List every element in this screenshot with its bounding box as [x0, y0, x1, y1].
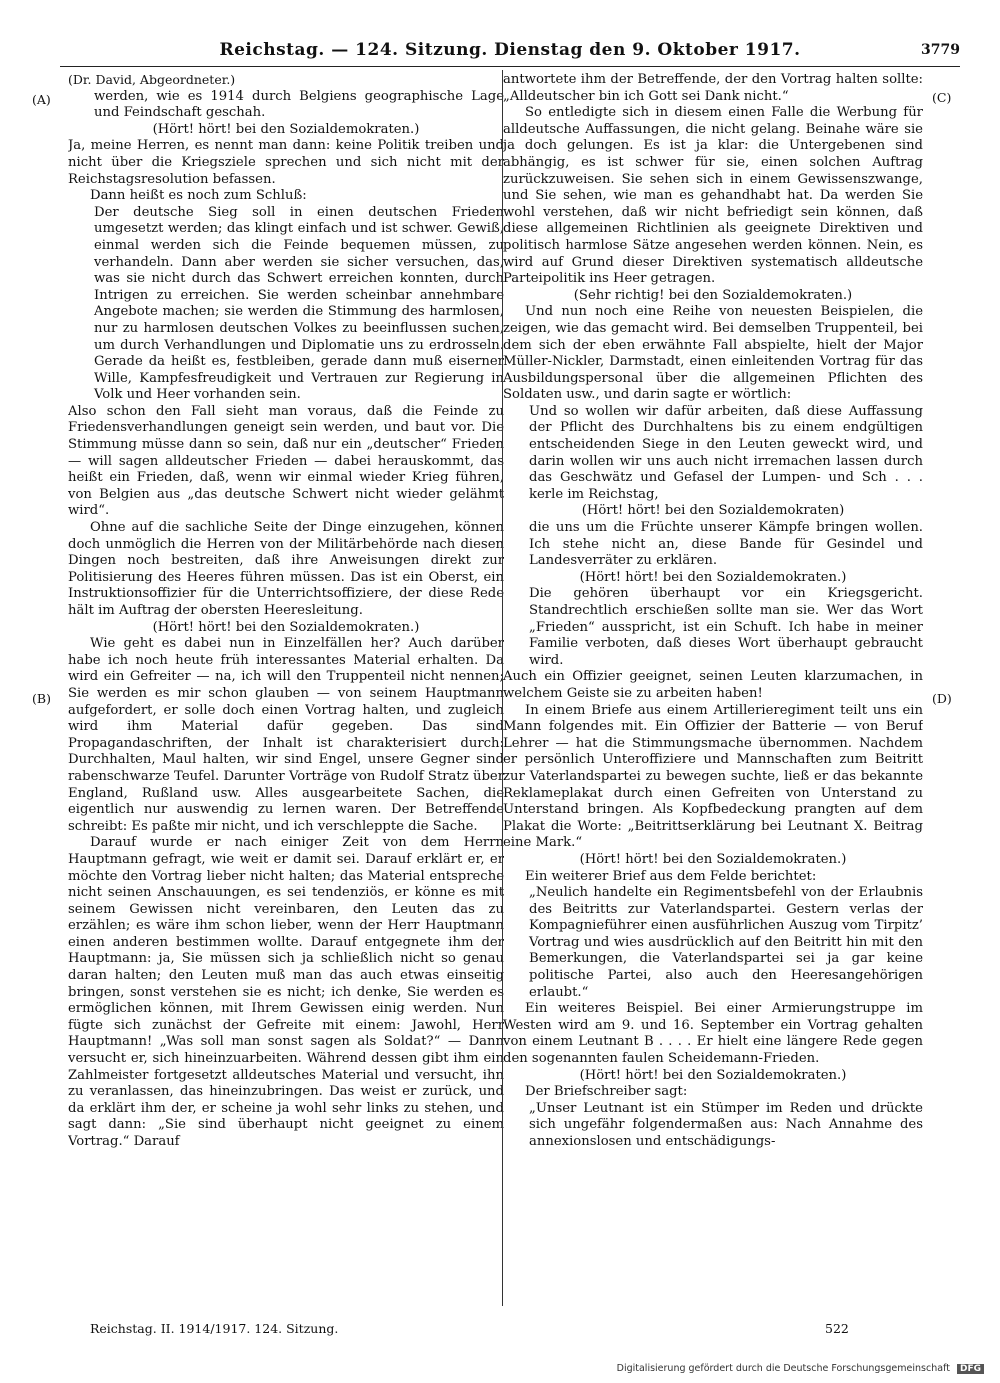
quoted-passage: Und so wollen wir dafür arbeiten, daß diese Auffassung der Pflicht des Durchhaltens bis zu einem endgültigen entscheidenden Siege in den Leuten geweckt wird, und darin wollen wir uns auch nicht irremachen lassen durch das Geschwätz und Gefasel der Lumpen- und Sch . . . kerle im Reichstag, — [529, 403, 923, 502]
digitization-credit — [617, 1363, 984, 1374]
paragraph: antwortete ihm der Betreffende, der den Vortrag halten sollte: „Alldeutscher bin ich Gott sei Dank nicht.“ — [503, 72, 923, 104]
left-column — [68, 72, 504, 1312]
paragraph: Darauf wurde er nach einiger Zeit von dem Herrn Hauptmann gefragt, wie weit er damit sei. Darauf erklärt er, er möchte den Vortrag lieber nicht halten; das Material entspreche nicht seinen Anschauungen, es sei tendenziös, er könne es mit seinem Gewissen nicht vereinbaren, den Leuten das zu erzählen; es wäre ihm schon lieber, wenn der Herr Hauptmann einen anderen bestimmen wollte. Darauf entgegnete ihm der Hauptmann: ja, Sie müssen sich ja schließlich nicht so genau daran halten; den Leuten muß man das auch etwas einseitig bringen, sonst verstehen sie es nicht; ich denke, Sie werden es ermöglichen können, mit Ihrem Gewissen einig werden. Nun fügte sich zunächst der Gefreite mit einem: Jawohl, Herr Hauptmann! „Was soll man sonst sagen als Soldat?“ — Dann versucht er, sich hineinzuarbeiten. Während dessen gibt ihm ein Zahlmeister fortgesetzt alldeutsches Material und versucht, ihn zu veranlassen, das hineinzubringen. Das weist er zurück, und da erklärt ihm der, er scheine ja wohl sehr links zu stehen, und sagt dann: „Sie sind überhaupt nicht geeignet zu einem Vortrag.“ Darauf — [68, 835, 504, 1149]
paragraph: Und nun noch eine Reihe von neuesten Beispielen, die zeigen, wie das gemacht wird. Bei demselben Truppenteil, bei dem sich der eben erwähnte Fall abspielte, hielt der Major Müller-Nickler, Darmstadt, einen einleitenden Vortrag für das Ausbildungspersonal über die allgemeinen Pflichten des Soldaten usw., und darin sagte er wörtlich: — [503, 304, 923, 403]
speaker-attribution: (Dr. David, Abgeordneter.) — [68, 72, 236, 87]
right-column-text — [503, 72, 923, 1151]
margin-mark-d: (D) — [932, 691, 952, 706]
paragraph: Also schon den Fall sieht man voraus, daß die Feinde zu Friedensverhandlungen geneigt sein werden, und baut vor. Die Stimmung müsse dann so sein, daß nur ein „deutscher“ Frieden — will sagen alldeutscher Frieden — dabei herauskommt, das heißt ein Frieden, daß, wenn wir einmal wieder Krieg führen, von Belgien aus „das deutsche Schwert nicht wieder gelähmt wird“. — [68, 403, 504, 519]
interjection: (Hört! hört! bei den Sozialdemokraten.) — [152, 619, 420, 635]
page-header — [60, 36, 960, 66]
paragraph: Ein weiteres Beispiel. Bei einer Armierungstruppe im Westen wird am 9. und 16. September ein Vortrag gehalten von einem Leutnant B . . . . Er hielt eine längere Rede gegen den sogenannten faulen Scheidemann-Frieden. — [503, 1001, 923, 1067]
paragraph: Ein weiterer Brief aus dem Felde berichtet: — [525, 868, 817, 884]
footer-session: Reichstag. II. 1914/1917. 124. Sitzung. — [90, 1321, 339, 1336]
paragraph: Dann heißt es noch zum Schluß: — [90, 188, 307, 204]
paragraph: In einem Briefe aus einem Artillerieregiment teilt uns ein Mann folgendes mit. Ein Offizier der Batterie — von Beruf Lehrer — hat die Stimmungsmache übernommen. Nachdem er persönlich Unteroffiziere und Mannschaften zum Beitritt zur Vaterlandspartei zu bewegen suchte, ließ er das bekannte Reklameplakat durch einen Gefreiten von Unterstand zu Unterstand bringen. Als Kopfbedeckung prangten auf dem Plakat die Worte: „Beitrittserklärung bei Leutnant X. Beitrag eine Mark.“ — [503, 702, 923, 851]
quoted-passage: Die gehören überhaupt vor ein Kriegsgericht. Standrechtlich erschießen sollte man sie. Wer das Wort „Frieden“ ausspricht, ist ein Schuft. Ich habe in meiner Familie verboten, daß dieses Wort überhaupt gebraucht wird. — [529, 586, 923, 668]
margin-mark-a: (A) — [32, 92, 51, 107]
paragraph: Wie geht es dabei nun in Einzelfällen her? Auch darüber habe ich noch heute früh interessantes Material erhalten. Da wird ein Gefreiter — na, ich will den Truppenteil nicht nennen; Sie werden es mir schon glauben — von seinem Hauptmann aufgefordert, er solle doch einen Vortrag halten, und zugleich wird ihm Material dafür gegeben. Das sind Propagandaschriften, der Inhalt ist charakterisiert durch: Durchhalten, Maul halten, wir sind Engel, unsere Gegner sind rabenschwarze Teufel. Darunter Vorträge von Rudolf Stratz über England, Rußland usw. Alles ausgearbeitete Sachen, die eigentlich nur auswendig zu lernen waren. Der Betreffende schreibt: Es paßte mir nicht, und ich verschleppte die Sache. — [68, 636, 504, 834]
paragraph: So entledigte sich in diesem einen Falle die Werbung für alldeutsche Auffassungen, die nicht gelang. Beinahe wäre sie ja doch gelungen. Es ist ja klar: die Untergebenen sind abhängig, es ist schwer für sie, einen solchen Auftrag zurückzuweisen. Sie sehen sich in einem Gewissenszwange, und Sie sehen, wie man es gehandhabt hat. Da werden Sie wohl verstehen, daß wir nicht befriedigt sein können, daß diese allgemeinen Richtlinien als geeignete Direktiven und politisch harmlose Sätze angesehen werden können. Nein, es wird auf Grund dieser Direktiven systematisch alldeutsche Parteipolitik ins Heer getragen. — [503, 105, 923, 287]
margin-mark-c: (C) — [932, 90, 952, 105]
paragraph: Ohne auf die sachliche Seite der Dinge einzugehen, können doch unmöglich die Herren von der Militärbehörde nach diesen Dingen noch bestreiten, daß ihre Anweisungen direkt zur Politisierung des Heeres führen müssen. Das ist ein Oberst, ein Instruktionsoffizier für die Unterrichtsoffiziere, der diese Rede hält im Auftrag der obersten Heeresleitung. — [68, 520, 504, 618]
quoted-passage: „Unser Leutnant ist ein Stümper im Reden und drückte sich ungefähr folgendermaßen aus: Nach Annahme des annexionslosen und entschädigungs- — [529, 1100, 923, 1149]
credit-text: Digitalisierung gefördert durch die Deutsche Forschungsgemeinschaft — [616, 1363, 950, 1374]
right-column — [503, 72, 923, 1312]
interjection: (Hört! hört! bei den Sozialdemokraten.) — [579, 851, 847, 867]
interjection: (Hört! hört! bei den Sozialdemokraten.) — [579, 1067, 847, 1083]
interjection: (Sehr richtig! bei den Sozialdemokraten.) — [573, 287, 853, 303]
left-column-text — [68, 89, 504, 1151]
footer-sheet-number: 522 — [825, 1321, 849, 1336]
header-rule — [60, 66, 960, 67]
paragraph: Ja, meine Herren, es nennt man dann: keine Politik treiben und nicht über die Kriegsziele sprechen und sich nicht mit der Reichstagsresolution befassen. — [68, 138, 504, 187]
page-number: 3779 — [921, 42, 960, 58]
header-title: Reichstag. — 124. Sitzung. Dienstag den 9. Oktober 1917. — [219, 40, 801, 60]
quoted-passage: „Neulich handelte ein Regimentsbefehl von der Erlaubnis des Beitritts zur Vaterlandspartei. Gestern verlas der Kompagnieführer einen ausführlichen Auszug vom Tirpitz’ Vortrag und wies ausdrücklich auf den Beitritt hin mit den Bemerkungen, die Vaterlandspartei sei ja gar keine politische Partei, also auch den Heeresangehörigen erlaubt.“ — [529, 885, 923, 1000]
quoted-passage: die uns um die Früchte unserer Kämpfe bringen wollen. Ich stehe nicht an, diese Bande für Gesindel und Landesverräter zu erklären. — [529, 520, 923, 569]
interjection: (Hört! hört! bei den Sozialdemokraten.) — [152, 121, 420, 137]
interjection: (Hört! hört! bei den Sozialdemokraten.) — [579, 569, 847, 585]
dfg-logo: DFG — [957, 1364, 984, 1374]
quoted-passage: werden, wie es 1914 durch Belgiens geographische Lage und Feindschaft geschah. — [94, 88, 504, 121]
paragraph: Der Briefschreiber sagt: — [525, 1084, 688, 1100]
paragraph: Auch ein Offizier geeignet, seinen Leuten klarzumachen, in welchem Geiste sie zu arbeiten haben! — [503, 669, 923, 701]
margin-mark-b: (B) — [32, 691, 51, 706]
interjection: (Hört! hört! bei den Sozialdemokraten) — [581, 503, 845, 519]
quoted-passage: Der deutsche Sieg soll in einen deutschen Frieden umgesetzt werden; das klingt einfach und ist schwer. Gewiß, einmal werden sich die Feinde bequemen müssen, zu verhandeln. Dann aber werden sie sicher versuchen, das, was sie nicht durch das Schwert erreichen konnten, durch Intrigen zu erreichen. Sie werden scheinbar annehmbare Angebote machen; sie werden die Stimmung des harmlosen, nur zu harmlosen deutschen Volkes zu beeinflussen suchen, um durch Verhandlungen und Diplomatie uns zu erdrosseln. Gerade da heißt es, festbleiben, gerade dann muß eiserner Wille, Kampfesfreudigkeit und Vertrauen zur Regierung in Volk und Heer vorhanden sein. — [94, 204, 504, 403]
